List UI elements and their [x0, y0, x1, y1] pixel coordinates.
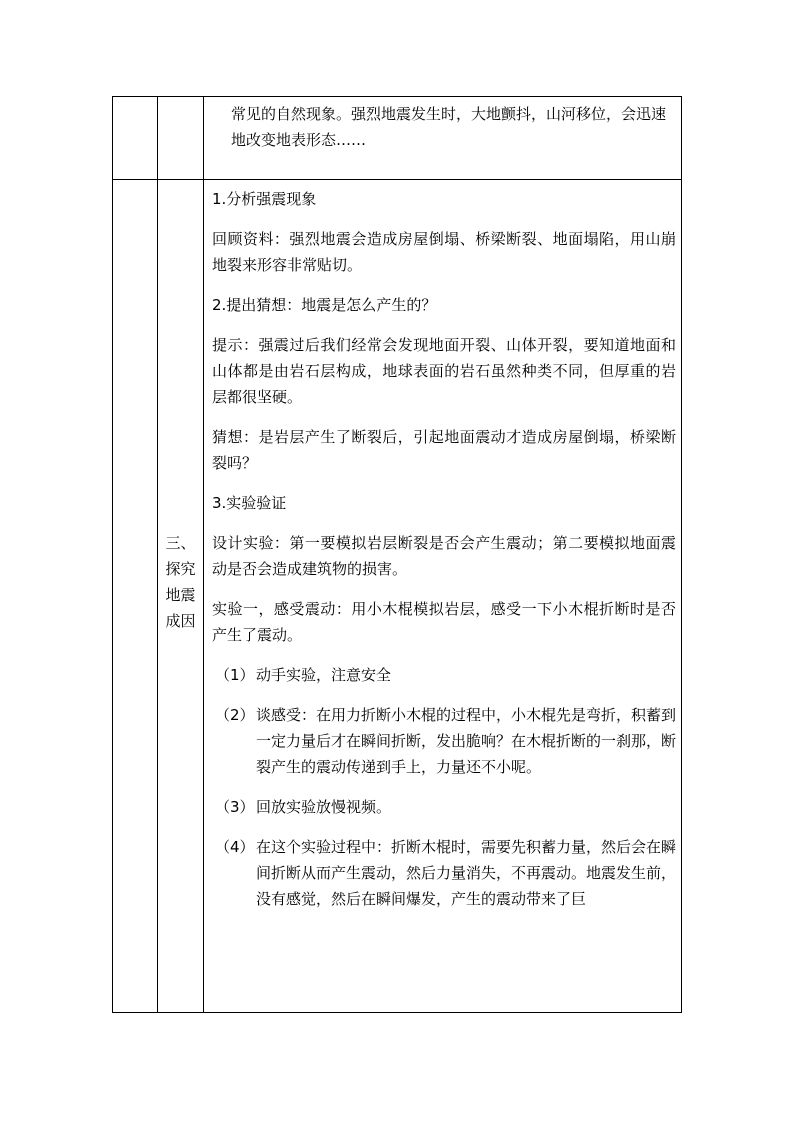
step3-experiment1: 实验一，感受震动：用小木棍模拟岩层，感受一下小木棍折断时是否产生了震动。 [212, 600, 676, 644]
stage-label [158, 180, 203, 634]
stage-line: 探究 [165, 560, 196, 578]
continuation-text: 常见的自然现象。强烈地震发生时，大地颤抖，山河移位，会迅速地改变地表形态…… [231, 105, 667, 149]
list-item [212, 834, 676, 912]
item-number: （4） [215, 838, 255, 856]
empty-cell [158, 97, 204, 180]
item-text: 回放实验放慢视频。 [256, 798, 392, 816]
item-text: 在这个实验过程中：折断木棍时，需要先积蓄力量，然后会在瞬间折断从而产生震动，然后力量消失，不再震动。地震发生前，没有感觉，然后在瞬间爆发，产生的震动带来了巨 [256, 838, 677, 908]
step1-text: 回顾资料：强烈地震会造成房屋倒塌、桥梁断裂、地面塌陷，用山崩地裂来形容非常贴切。 [212, 230, 676, 274]
stage-line: 三、 [165, 534, 196, 552]
list-item [212, 794, 676, 820]
step1-title: 1.分析强震现象 [212, 190, 317, 208]
step3-design: 设计实验：第一要模拟岩层断裂是否会产生震动；第二要模拟地面震动是否会造成建筑物的损害。 [212, 534, 676, 578]
step2-title: 2.提出猜想：地震是怎么产生的？ [212, 296, 437, 314]
list-item [212, 662, 676, 688]
content-cell [204, 180, 682, 1013]
table-row [113, 97, 682, 180]
lesson-plan-table [112, 96, 682, 1013]
item-number: （1） [215, 666, 255, 684]
stage-line: 地震 [165, 586, 196, 604]
item-text: 谈感受：在用力折断小木棍的过程中，小木棍先是弯折，积蓄到一定力量后才在瞬间折断，发出脆响？在木棍折断的一刹那，断裂产生的震动传递到手上，力量还不小呢。 [256, 706, 677, 776]
item-number: （3） [215, 798, 255, 816]
content-body [204, 180, 681, 912]
step3-title: 3.实验验证 [212, 494, 287, 512]
step2-guess: 猜想：是岩层产生了断裂后，引起地面震动才造成房屋倒塌，桥梁断裂吗？ [212, 428, 676, 472]
item-text: 动手实验，注意安全 [256, 666, 392, 684]
item-number: （2） [215, 706, 255, 724]
stage-cell [158, 180, 204, 1013]
continuation-cell [204, 97, 682, 180]
step2-hint: 提示：强震过后我们经常会发现地面开裂、山体开裂，要知道地面和山体都是由岩石层构成，地球表面的岩石虽然种类不同，但厚重的岩层都很坚硬。 [212, 336, 676, 406]
empty-cell [113, 97, 158, 180]
empty-cell [113, 180, 158, 1013]
table-row [113, 180, 682, 1013]
list-item [212, 702, 676, 780]
stage-line: 成因 [165, 612, 196, 630]
